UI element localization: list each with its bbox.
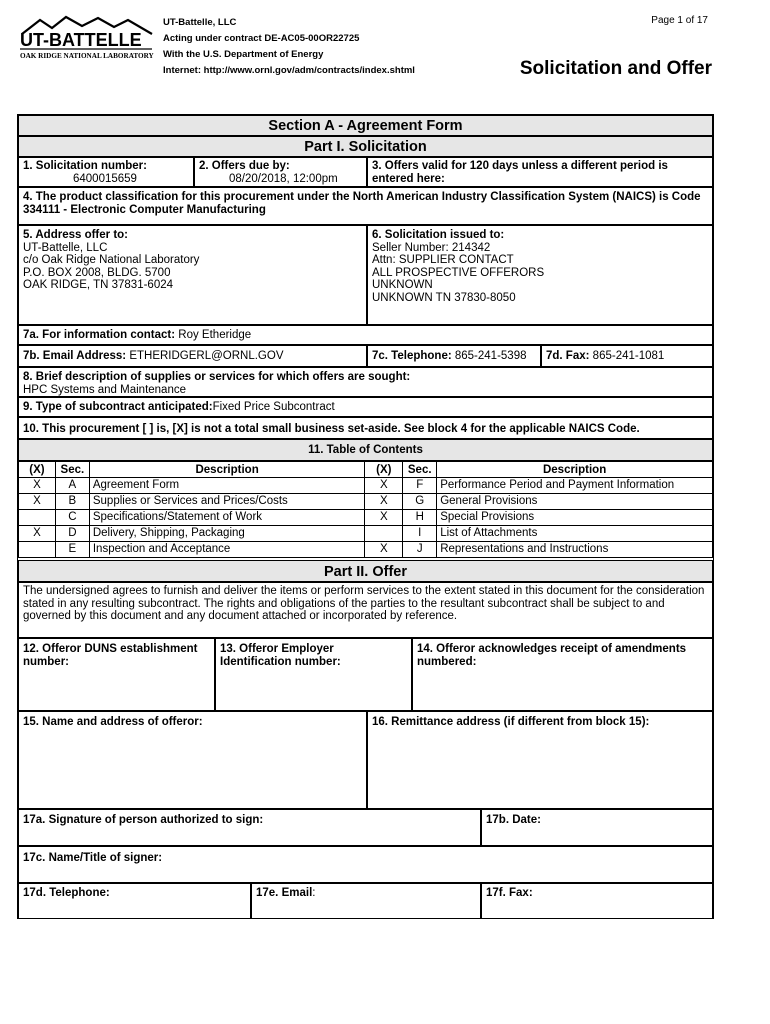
header-line: With the U.S. Department of Energy [163, 49, 324, 60]
block-12-duns[interactable]: 12. Offeror DUNS establishment number: [18, 638, 215, 711]
block-6 [367, 225, 713, 325]
toc-mark [365, 526, 403, 542]
block-16-remittance-address[interactable]: 16. Remittance address (if different from block 15): [367, 711, 713, 809]
block-17f-fax[interactable]: 17f. Fax: [481, 883, 713, 919]
table-row [19, 542, 713, 558]
toc-section: J [403, 542, 437, 558]
block-7c [367, 345, 541, 367]
address-line: OAK RIDGE, TN 37831-6024 [23, 279, 173, 291]
contact-name: Roy Etheridge [178, 329, 252, 341]
toc-description: Performance Period and Payment Information [437, 478, 713, 494]
subcontract-type: Fixed Price Subcontract [212, 401, 335, 413]
logo-subtext: OAK RIDGE NATIONAL LABORATORY [20, 52, 154, 60]
contact-telephone: 865-241-5398 [454, 350, 527, 362]
block-5-label: 5. Address offer to: [23, 229, 129, 241]
section-a-title: Section A - Agreement Form [18, 115, 713, 136]
toc-mark: X [365, 542, 403, 558]
block-9-label: 9. Type of subcontract anticipated: [23, 401, 213, 413]
solicitation-number: 6400015659 [73, 172, 137, 185]
block-1-label: 1. Solicitation number: [23, 160, 147, 172]
toc-col-x: (X) [365, 462, 403, 478]
toc-mark [19, 542, 56, 558]
toc-mark: X [365, 494, 403, 510]
part2-agreement-text: The undersigned agrees to furnish and deliver the items or perform services to the extent stated in this document for the consideration stated in any resulting subcontract. The rights and obligations of the parties to the resultant subcontract shall be subject to and governed by this document and any document attached or incorporated by reference. [18, 582, 713, 638]
header-info [163, 15, 415, 79]
toc-section: C [55, 510, 89, 526]
block-4-naics: 4. The product classification for this procurement under the North American Industry Classification System (NAICS) is Code 334111 - Electronic Computer Manufacturing [18, 187, 713, 225]
contact-fax: 865-241-1081 [592, 350, 665, 362]
block-1 [18, 157, 194, 187]
toc-col-description: Description [89, 462, 364, 478]
block-17e-colon: : [312, 887, 316, 899]
block-17e-email[interactable] [251, 883, 481, 919]
toc-mark: X [19, 478, 56, 494]
block-14-amendments[interactable]: 14. Offeror acknowledges receipt of amendments numbered: [412, 638, 713, 711]
block-8-label: 8. Brief description of supplies or services for which offers are sought: [23, 371, 411, 383]
block-7c-label: 7c. Telephone: [372, 350, 452, 362]
contact-email: ETHERIDGERL@ORNL.GOV [129, 350, 284, 362]
toc-description: Supplies or Services and Prices/Costs [89, 494, 364, 510]
document-title: Solicitation and Offer [519, 58, 712, 79]
toc-section: F [403, 478, 437, 494]
agreement-form [17, 114, 714, 919]
block-13-ein[interactable]: 13. Offeror Employer Identification number: [215, 638, 412, 711]
toc-mark: X [19, 494, 56, 510]
toc-mark: X [365, 478, 403, 494]
toc-section: D [55, 526, 89, 542]
toc-description: General Provisions [437, 494, 713, 510]
block-17d-telephone[interactable]: 17d. Telephone: [18, 883, 251, 919]
block-5 [18, 225, 367, 325]
block-8 [18, 367, 713, 397]
block-7d [541, 345, 713, 367]
block-7a [18, 325, 713, 345]
block-2 [194, 157, 367, 187]
table-row [19, 478, 713, 494]
address-line: UT-Battelle, LLC [23, 241, 108, 254]
toc-description: Agreement Form [89, 478, 364, 494]
block-10-set-aside: 10. This procurement [ ] is, [X] is not a total small business set-aside. See block 4 for the applicable NAICS Code. [18, 417, 713, 439]
block-17e-label: 17e. Email [256, 887, 313, 899]
block-7a-label: 7a. For information contact: [23, 329, 176, 341]
toc-description: Representations and Instructions [437, 542, 713, 558]
supplies-description: HPC Systems and Maintenance [23, 383, 186, 396]
logo-wordmark: UT-BATTELLE [20, 30, 142, 50]
ut-battelle-logo [18, 14, 156, 62]
mountain-logo-icon [18, 14, 156, 62]
part2-title: Part II. Offer [18, 560, 713, 582]
toc-section: I [403, 526, 437, 542]
header-line: UT-Battelle, LLC [163, 17, 237, 28]
toc-col-x: (X) [19, 462, 56, 478]
address-line: P.O. BOX 2008, BLDG. 5700 [23, 266, 171, 279]
toc-section: E [55, 542, 89, 558]
block-9 [18, 397, 713, 417]
block-17c-name-title[interactable]: 17c. Name/Title of signer: [18, 846, 713, 883]
issued-to-line: UNKNOWN TN 37830-8050 [372, 291, 516, 304]
part1-title: Part I. Solicitation [18, 136, 713, 157]
toc-mark: X [365, 510, 403, 526]
toc-col-description: Description [437, 462, 713, 478]
issued-to-line: UNKNOWN [372, 279, 433, 291]
toc-description: Inspection and Acceptance [89, 542, 364, 558]
table-row [19, 494, 713, 510]
toc-description: Special Provisions [437, 510, 713, 526]
issued-to-line: ALL PROSPECTIVE OFFERORS [372, 266, 545, 279]
toc-section: G [403, 494, 437, 510]
offers-due-date: 08/20/2018, 12:00pm [229, 172, 338, 185]
toc-description: Delivery, Shipping, Packaging [89, 526, 364, 542]
block-7b-label: 7b. Email Address: [23, 350, 127, 362]
block-15-offeror-address[interactable]: 15. Name and address of offeror: [18, 711, 367, 809]
toc-mark: X [19, 526, 56, 542]
table-row [19, 526, 713, 542]
toc-section: A [55, 478, 89, 494]
block-17a-signature[interactable]: 17a. Signature of person authorized to sign: [18, 809, 481, 846]
block-6-label: 6. Solicitation issued to: [372, 229, 505, 241]
toc-mark [19, 510, 56, 526]
toc-title: 11. Table of Contents [18, 439, 713, 461]
toc-section: B [55, 494, 89, 510]
header-line: Internet: http://www.ornl.gov/adm/contracts/index.shtml [163, 65, 415, 76]
toc-section: H [403, 510, 437, 526]
header-line: Acting under contract DE-AC05-00OR22725 [163, 33, 360, 44]
issued-to-line: Attn: SUPPLIER CONTACT [372, 254, 514, 266]
block-3-label: 3. Offers valid for 120 days unless a different period is entered here: [367, 157, 713, 187]
toc-description: Specifications/Statement of Work [89, 510, 364, 526]
table-row [19, 510, 713, 526]
toc-col-sec: Sec. [403, 462, 437, 478]
toc-header-row [19, 462, 713, 478]
block-17b-date[interactable]: 17b. Date: [481, 809, 713, 846]
toc-col-sec: Sec. [55, 462, 89, 478]
issued-to-line: Seller Number: 214342 [372, 241, 491, 254]
block-7b [18, 345, 367, 367]
block-2-label: 2. Offers due by: [199, 160, 290, 172]
toc-description: List of Attachments [437, 526, 713, 542]
page-number: Page 1 of 17 [651, 15, 708, 26]
block-7d-label: 7d. Fax: [546, 350, 590, 362]
table-of-contents [18, 461, 713, 558]
address-line: c/o Oak Ridge National Laboratory [23, 254, 200, 266]
